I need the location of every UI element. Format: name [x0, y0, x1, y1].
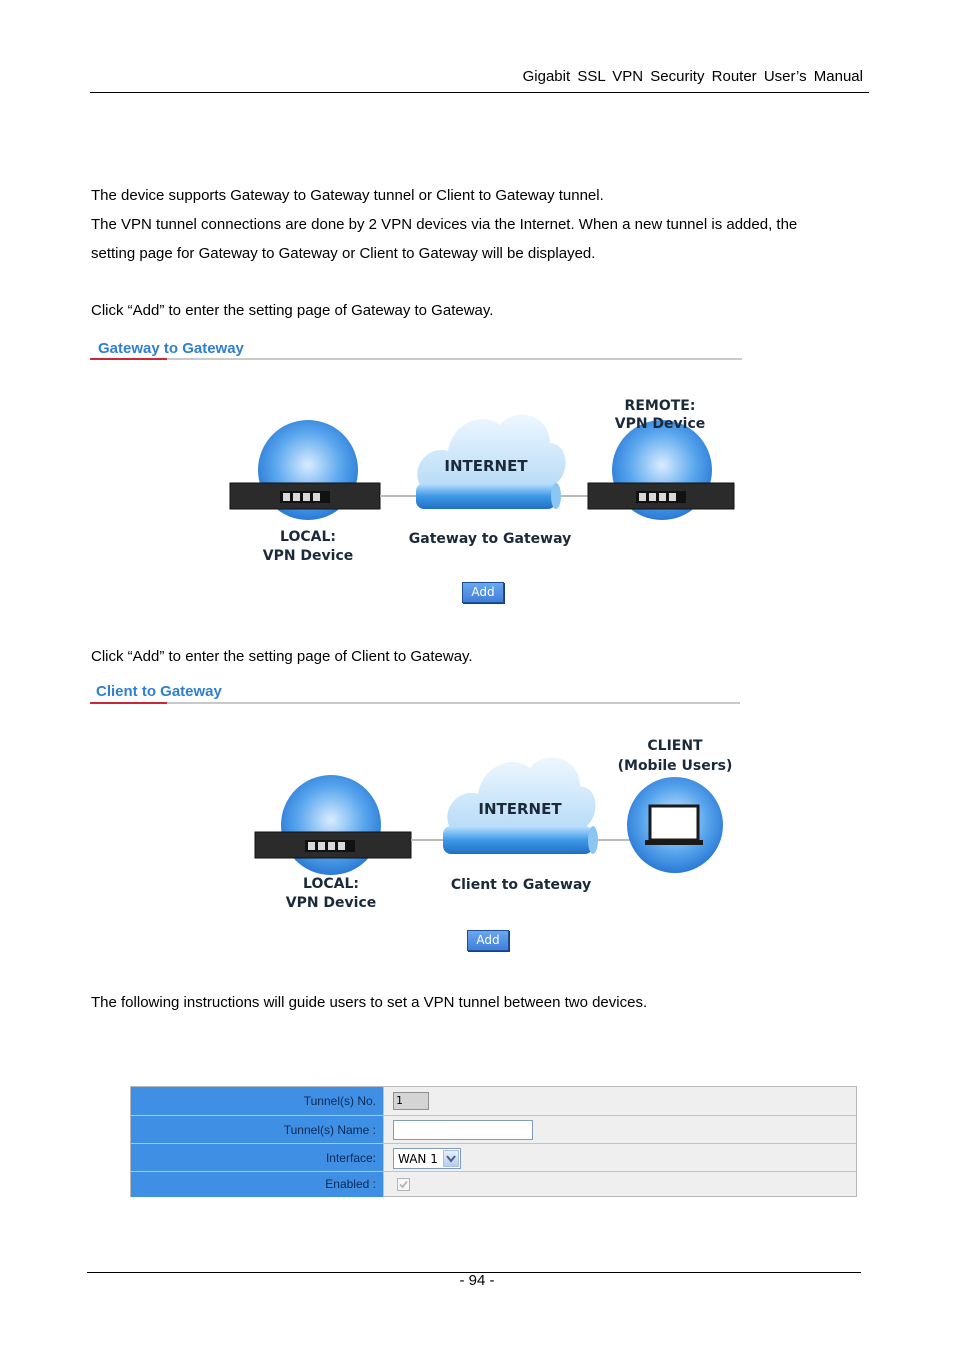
- c2g-add-button[interactable]: Add: [467, 930, 509, 951]
- chevron-down-icon[interactable]: [443, 1150, 459, 1167]
- page-number: - 94 -: [459, 1272, 495, 1289]
- interface-select[interactable]: [393, 1148, 461, 1169]
- row-interface: [131, 1143, 856, 1172]
- g2g-diagram: [220, 385, 750, 575]
- c2g-instruction: Click “Add” to enter the setting page of Client to Gateway.: [91, 648, 473, 665]
- g2g-internet-label: INTERNET: [444, 457, 528, 475]
- tunnel-no-field: 1: [393, 1092, 429, 1110]
- g2g-local-label-1: LOCAL:: [280, 529, 336, 545]
- intro-line-2: The VPN tunnel connections are done by 2 VPN devices via the Internet. When a new tunnel is added, the: [91, 216, 798, 233]
- g2g-local-label-2: VPN Device: [262, 548, 354, 564]
- header-divider: [90, 92, 869, 93]
- intro-line-1: The device supports Gateway to Gateway tunnel or Client to Gateway tunnel.: [91, 187, 604, 204]
- c2g-title-underline: [90, 702, 740, 704]
- tunnel-name-input[interactable]: [393, 1120, 533, 1140]
- enabled-checkbox[interactable]: [397, 1178, 410, 1191]
- g2g-title-accent: [90, 358, 167, 360]
- row-tunnel-name: [131, 1115, 856, 1144]
- g2g-tunnel-label: Gateway to Gateway: [408, 531, 572, 547]
- interface-label: Interface:: [131, 1144, 384, 1172]
- tunnel-no-label: Tunnel(s) No.: [131, 1087, 384, 1115]
- checkmark-icon: [398, 1179, 409, 1190]
- c2g-diagram: [245, 728, 745, 918]
- c2g-internet-label: INTERNET: [478, 800, 562, 818]
- g2g-title-underline: [90, 358, 742, 360]
- c2g-client-label-1: CLIENT: [647, 738, 703, 754]
- c2g-title-accent: [90, 702, 167, 704]
- c2g-local-label-2: VPN Device: [285, 895, 377, 911]
- intro-line-3: setting page for Gateway to Gateway or Client to Gateway will be displayed.: [91, 245, 596, 262]
- g2g-instruction: Click “Add” to enter the setting page of Gateway to Gateway.: [91, 302, 494, 319]
- g2g-add-button[interactable]: Add: [462, 582, 504, 603]
- c2g-tunnel-label: Client to Gateway: [450, 877, 592, 893]
- g2g-section-title: Gateway to Gateway: [98, 340, 244, 357]
- c2g-local-label-1: LOCAL:: [303, 876, 359, 892]
- g2g-remote-label-2: VPN Device: [614, 416, 706, 432]
- tunnel-settings-form: [130, 1086, 857, 1197]
- g2g-remote-label-1: REMOTE:: [624, 398, 696, 414]
- tunnel-name-label: Tunnel(s) Name :: [131, 1116, 384, 1144]
- local-vpn-device-icon: [255, 775, 411, 875]
- row-enabled: [131, 1171, 856, 1197]
- c2g-section-title: Client to Gateway: [96, 683, 222, 700]
- remote-vpn-device-icon: [588, 420, 734, 520]
- client-laptop-icon: [627, 777, 723, 873]
- c2g-client-label-2: (Mobile Users): [617, 758, 733, 774]
- manual-title: Gigabit SSL VPN Security Router User’s Manual: [522, 68, 863, 85]
- row-tunnel-no: [131, 1087, 856, 1115]
- enabled-label: Enabled :: [131, 1172, 384, 1197]
- guide-text: The following instructions will guide users to set a VPN tunnel between two devices.: [91, 994, 648, 1011]
- intro-text: [91, 181, 861, 268]
- interface-selected-value: WAN 1: [398, 1152, 438, 1166]
- local-vpn-device-icon: [230, 420, 380, 520]
